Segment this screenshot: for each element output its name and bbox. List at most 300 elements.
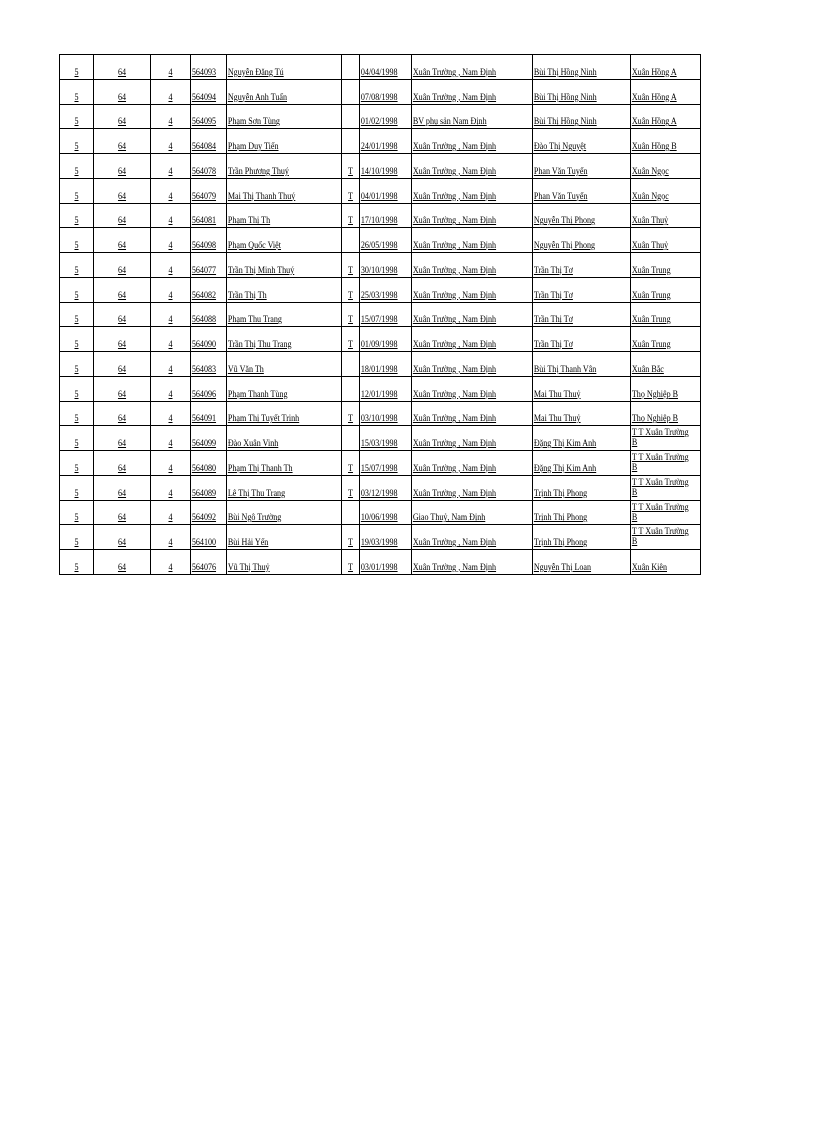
cell-text: 4 [168, 389, 173, 400]
cell-text: Phan Văn Tuyển [533, 166, 588, 177]
commune-cell [631, 79, 701, 104]
cell-text: 64 [117, 117, 127, 128]
birth-place-cell [412, 451, 533, 476]
cell-text: Trịnh Thị Phong [533, 538, 588, 548]
cell-text: 15/03/1998 [360, 439, 398, 449]
birth-place-cell [412, 401, 533, 426]
table-row [60, 376, 701, 401]
school-code-cell [94, 55, 151, 80]
cell-text: Xuân Trường , Nam Định [412, 488, 497, 499]
school-code-cell [94, 79, 151, 104]
cell-text: 4 [168, 439, 173, 449]
cell-text: 30/10/1998 [360, 265, 398, 276]
cell-text: 564079 [191, 191, 217, 202]
table-row [60, 104, 701, 129]
cell-text: 4 [168, 241, 173, 251]
birth-place-cell [412, 277, 533, 302]
student-name-cell [227, 253, 342, 278]
cell-text: Nguyễn Thị Phong [533, 216, 596, 227]
cell-text: 25/03/1998 [360, 290, 398, 301]
class-cell [151, 55, 191, 80]
cell-text [343, 375, 358, 376]
grade-cell [60, 203, 94, 228]
cell-text: Xuân Hồng A [631, 117, 677, 128]
birth-date-cell [360, 55, 412, 80]
cell-text: T [348, 265, 353, 276]
cell-text: 564076 [191, 562, 217, 573]
cell-text: Trần Thị Th [227, 290, 267, 301]
cell-text: 4 [168, 92, 173, 103]
commune-cell [631, 178, 701, 203]
school-code-cell [94, 327, 151, 352]
cell-text: Xuân Trường , Nam Định [412, 142, 497, 152]
cell-text: 5 [74, 439, 79, 449]
cell-text: 64 [117, 241, 127, 251]
cell-text: 64 [117, 216, 127, 227]
class-cell [151, 376, 191, 401]
cell-text: T [348, 340, 353, 350]
cell-text: Xuân Hồng A [631, 92, 677, 103]
cell-text: Xuân Ngọc [631, 191, 669, 202]
teacher-cell [533, 253, 631, 278]
cell-text: 564078 [191, 166, 217, 177]
cell-text: 5 [74, 290, 79, 301]
class-cell [151, 253, 191, 278]
birth-date-cell [360, 327, 412, 352]
birth-place-cell [412, 79, 533, 104]
commune-cell [631, 277, 701, 302]
teacher-cell [533, 327, 631, 352]
cell-text: 19/03/1998 [360, 538, 398, 548]
cell-text: Vũ Văn Th [227, 364, 264, 375]
class-cell [151, 154, 191, 179]
cell-text: 4 [168, 414, 173, 425]
cell-text: 564093 [191, 67, 217, 78]
student-id-cell [191, 129, 227, 154]
birth-date-cell [360, 376, 412, 401]
cell-text: Trần Thị Tơ [533, 290, 573, 301]
student-id-cell [191, 376, 227, 401]
gender-cell [342, 475, 360, 500]
cell-text: Đào Xuân Vinh [227, 439, 279, 449]
birth-place-cell [412, 525, 533, 550]
cell-text: Xuân Trường , Nam Định [412, 290, 497, 301]
student-name-cell [227, 500, 342, 525]
teacher-cell [533, 525, 631, 550]
birth-date-cell [360, 203, 412, 228]
grade-cell [60, 228, 94, 253]
cell-text: 01/02/1998 [360, 117, 398, 128]
table-body [60, 55, 701, 575]
student-name-cell [227, 376, 342, 401]
cell-text: 64 [117, 513, 127, 524]
class-cell [151, 352, 191, 377]
table-row [60, 228, 701, 253]
table-row [60, 475, 701, 500]
student-id-cell [191, 500, 227, 525]
cell-text: Trần Thị Thu Trang [227, 340, 292, 350]
cell-text: 4 [168, 191, 173, 202]
commune-cell [631, 55, 701, 80]
gender-cell [342, 500, 360, 525]
commune-cell [631, 401, 701, 426]
class-cell [151, 302, 191, 327]
cell-text: 64 [117, 364, 127, 375]
cell-text: T T Xuân Trường B [631, 428, 689, 449]
student-name-cell [227, 302, 342, 327]
cell-text: Xuân Trường , Nam Định [412, 166, 497, 177]
birth-place-cell [412, 228, 533, 253]
cell-text: Trần Phương Thuý [227, 166, 289, 177]
cell-text: 4 [168, 463, 173, 474]
gender-cell [342, 426, 360, 451]
teacher-cell [533, 302, 631, 327]
cell-text: 5 [74, 117, 79, 128]
grade-cell [60, 327, 94, 352]
table-row [60, 451, 701, 476]
class-cell [151, 104, 191, 129]
grade-cell [60, 277, 94, 302]
table-row [60, 550, 701, 575]
class-cell [151, 327, 191, 352]
cell-text: 564095 [191, 117, 217, 128]
cell-text: 4 [168, 364, 173, 375]
cell-text [343, 400, 358, 401]
birth-place-cell [412, 376, 533, 401]
cell-text: Nguyễn Thị Phong [533, 241, 596, 251]
teacher-cell [533, 376, 631, 401]
birth-date-cell [360, 277, 412, 302]
school-code-cell [94, 426, 151, 451]
teacher-cell [533, 500, 631, 525]
birth-date-cell [360, 426, 412, 451]
student-name-cell [227, 401, 342, 426]
cell-text: 26/05/1998 [360, 241, 398, 251]
cell-text: Mai Thu Thuỷ [533, 389, 581, 400]
class-cell [151, 525, 191, 550]
cell-text: 64 [117, 92, 127, 103]
school-code-cell [94, 352, 151, 377]
student-name-cell [227, 79, 342, 104]
cell-text: T T Xuân Trường B [631, 477, 689, 498]
class-cell [151, 178, 191, 203]
student-id-cell [191, 525, 227, 550]
cell-text: Xuân Trường , Nam Định [412, 364, 497, 375]
cell-text: T [348, 191, 353, 202]
commune-cell [631, 500, 701, 525]
gender-cell [342, 550, 360, 575]
cell-text: 04/01/1998 [360, 191, 398, 202]
cell-text: Nguyễn Đăng Tú [227, 67, 284, 78]
cell-text: 5 [74, 67, 79, 78]
birth-date-cell [360, 104, 412, 129]
grade-cell [60, 154, 94, 179]
cell-text: Phạm Quốc Việt [227, 241, 281, 251]
cell-text: Nguyễn Anh Tuấn [227, 92, 287, 103]
class-cell [151, 475, 191, 500]
cell-text [343, 127, 358, 128]
class-cell [151, 203, 191, 228]
student-name-cell [227, 228, 342, 253]
cell-text: 03/01/1998 [360, 562, 398, 573]
cell-text: 15/07/1998 [360, 463, 398, 474]
school-code-cell [94, 550, 151, 575]
birth-place-cell [412, 178, 533, 203]
table-row [60, 525, 701, 550]
student-name-cell [227, 352, 342, 377]
birth-place-cell [412, 500, 533, 525]
cell-text: 18/01/1998 [360, 364, 398, 375]
cell-text: Giao Thuỷ, Nam Định [412, 513, 486, 524]
class-cell [151, 277, 191, 302]
cell-text: T [348, 538, 353, 548]
student-name-cell [227, 426, 342, 451]
table-row [60, 352, 701, 377]
student-id-cell [191, 253, 227, 278]
cell-text [343, 523, 358, 524]
grade-cell [60, 352, 94, 377]
student-name-cell [227, 178, 342, 203]
teacher-cell [533, 426, 631, 451]
cell-text: Trần Thị Minh Thuý [227, 265, 295, 276]
cell-text: 01/09/1998 [360, 340, 398, 350]
grade-cell [60, 376, 94, 401]
cell-text: 564090 [191, 340, 217, 350]
gender-cell [342, 302, 360, 327]
cell-text [343, 449, 358, 450]
cell-text: Phạm Sơn Tùng [227, 117, 280, 128]
student-id-cell [191, 475, 227, 500]
gender-cell [342, 154, 360, 179]
school-code-cell [94, 475, 151, 500]
cell-text: 564096 [191, 389, 217, 400]
table-row [60, 426, 701, 451]
cell-text: T [348, 216, 353, 227]
class-cell [151, 129, 191, 154]
cell-text: Xuân Hồng B [631, 142, 677, 152]
teacher-cell [533, 352, 631, 377]
school-code-cell [94, 401, 151, 426]
cell-text: 4 [168, 216, 173, 227]
birth-date-cell [360, 302, 412, 327]
cell-text: Bùi Thị Thanh Vân [533, 364, 597, 375]
commune-cell [631, 154, 701, 179]
cell-text: Xuân Bắc [631, 364, 664, 375]
birth-place-cell [412, 129, 533, 154]
student-name-cell [227, 203, 342, 228]
gender-cell [342, 178, 360, 203]
cell-text: 64 [117, 315, 127, 326]
class-cell [151, 550, 191, 575]
student-id-cell [191, 327, 227, 352]
cell-text: 07/08/1998 [360, 92, 398, 103]
school-code-cell [94, 203, 151, 228]
cell-text: 64 [117, 488, 127, 499]
grade-cell [60, 253, 94, 278]
cell-text: 5 [74, 142, 79, 152]
cell-text: 14/10/1998 [360, 166, 398, 177]
cell-text [343, 103, 358, 104]
cell-text: 24/01/1998 [360, 142, 398, 152]
cell-text: 4 [168, 142, 173, 152]
cell-text: 64 [117, 166, 127, 177]
cell-text: 64 [117, 562, 127, 573]
cell-text: 564081 [191, 216, 217, 227]
cell-text: 64 [117, 142, 127, 152]
cell-text: Phan Văn Tuyển [533, 191, 588, 202]
cell-text: 5 [74, 364, 79, 375]
student-name-cell [227, 525, 342, 550]
cell-text: Xuân Trường , Nam Định [412, 463, 497, 474]
table-row [60, 500, 701, 525]
cell-text: T [348, 488, 353, 499]
cell-text: Xuân Trường , Nam Định [412, 340, 497, 350]
student-id-cell [191, 451, 227, 476]
student-table [59, 54, 701, 575]
cell-text: 5 [74, 92, 79, 103]
cell-text: Thọ Nghiệp B [631, 389, 679, 400]
cell-text: Trần Thị Tơ [533, 315, 573, 326]
birth-place-cell [412, 302, 533, 327]
cell-text: Xuân Kiên [631, 562, 668, 573]
cell-text: 5 [74, 513, 79, 524]
cell-text: 64 [117, 389, 127, 400]
teacher-cell [533, 55, 631, 80]
cell-text: Xuân Trường , Nam Định [412, 67, 497, 78]
gender-cell [342, 401, 360, 426]
cell-text: Xuân Trung [631, 315, 671, 326]
cell-text: 10/06/1998 [360, 513, 398, 524]
grade-cell [60, 426, 94, 451]
cell-text: Phạm Thị Thanh Th [227, 463, 293, 474]
birth-date-cell [360, 500, 412, 525]
school-code-cell [94, 277, 151, 302]
school-code-cell [94, 451, 151, 476]
cell-text: Xuân Hồng A [631, 67, 677, 78]
grade-cell [60, 104, 94, 129]
cell-text: BV phụ sản Nam Định [412, 117, 487, 128]
commune-cell [631, 302, 701, 327]
commune-cell [631, 352, 701, 377]
birth-date-cell [360, 253, 412, 278]
cell-text: 5 [74, 241, 79, 251]
commune-cell [631, 376, 701, 401]
birth-date-cell [360, 401, 412, 426]
student-name-cell [227, 451, 342, 476]
grade-cell [60, 178, 94, 203]
cell-text: T [348, 290, 353, 301]
cell-text: 5 [74, 538, 79, 548]
cell-text: T [348, 414, 353, 425]
cell-text: 4 [168, 513, 173, 524]
teacher-cell [533, 550, 631, 575]
cell-text: Phạm Thanh Tùng [227, 389, 288, 400]
commune-cell [631, 203, 701, 228]
cell-text: 564091 [191, 414, 217, 425]
cell-text: 5 [74, 562, 79, 573]
birth-date-cell [360, 352, 412, 377]
student-id-cell [191, 352, 227, 377]
commune-cell [631, 426, 701, 451]
cell-text: Xuân Trường , Nam Định [412, 389, 497, 400]
cell-text: T T Xuân Trường B [631, 453, 689, 473]
birth-place-cell [412, 104, 533, 129]
cell-text: Xuân Trường , Nam Định [412, 562, 497, 573]
student-id-cell [191, 203, 227, 228]
commune-cell [631, 129, 701, 154]
gender-cell [342, 228, 360, 253]
gender-cell [342, 525, 360, 550]
cell-text: Trần Thị Tơ [533, 265, 573, 276]
cell-text: Xuân Ngọc [631, 166, 669, 177]
class-cell [151, 401, 191, 426]
cell-text: 5 [74, 389, 79, 400]
gender-cell [342, 376, 360, 401]
cell-text: Phạm Duy Tiến [227, 142, 279, 152]
cell-text: 564082 [191, 290, 217, 301]
birth-place-cell [412, 550, 533, 575]
teacher-cell [533, 277, 631, 302]
student-name-cell [227, 129, 342, 154]
cell-text: Xuân Trường , Nam Định [412, 414, 497, 425]
commune-cell [631, 525, 701, 550]
cell-text: Bùi Thị Hồng Ninh [533, 117, 597, 128]
gender-cell [342, 79, 360, 104]
cell-text: 64 [117, 414, 127, 425]
school-code-cell [94, 129, 151, 154]
cell-text: Xuân Trường , Nam Định [412, 439, 497, 449]
gender-cell [342, 277, 360, 302]
birth-place-cell [412, 55, 533, 80]
cell-text: Đào Thị Nguyệt [533, 142, 587, 152]
cell-text: 64 [117, 265, 127, 276]
cell-text: Bùi Ngô Trường [227, 513, 282, 524]
cell-text: 4 [168, 166, 173, 177]
cell-text: 564092 [191, 513, 217, 524]
class-cell [151, 500, 191, 525]
gender-cell [342, 327, 360, 352]
grade-cell [60, 55, 94, 80]
cell-text: Xuân Trường , Nam Định [412, 241, 497, 251]
student-name-cell [227, 154, 342, 179]
table-row [60, 178, 701, 203]
student-id-cell [191, 178, 227, 203]
birth-place-cell [412, 352, 533, 377]
cell-text: Xuân Trung [631, 340, 671, 350]
cell-text: 5 [74, 216, 79, 227]
class-cell [151, 451, 191, 476]
table-row [60, 203, 701, 228]
table-row [60, 401, 701, 426]
birth-date-cell [360, 129, 412, 154]
cell-text: Trần Thị Tơ [533, 340, 573, 350]
cell-text: 5 [74, 166, 79, 177]
cell-text: Xuân Trường , Nam Định [412, 191, 497, 202]
student-id-cell [191, 550, 227, 575]
grade-cell [60, 475, 94, 500]
teacher-cell [533, 475, 631, 500]
school-code-cell [94, 525, 151, 550]
cell-text: Xuân Trường , Nam Định [412, 315, 497, 326]
cell-text: 564094 [191, 92, 217, 103]
gender-cell [342, 55, 360, 80]
cell-text: Bùi Thị Hồng Ninh [533, 67, 597, 78]
cell-text: 4 [168, 340, 173, 350]
cell-text: 12/01/1998 [360, 389, 398, 400]
cell-text [343, 78, 358, 79]
student-name-cell [227, 327, 342, 352]
student-id-cell [191, 104, 227, 129]
